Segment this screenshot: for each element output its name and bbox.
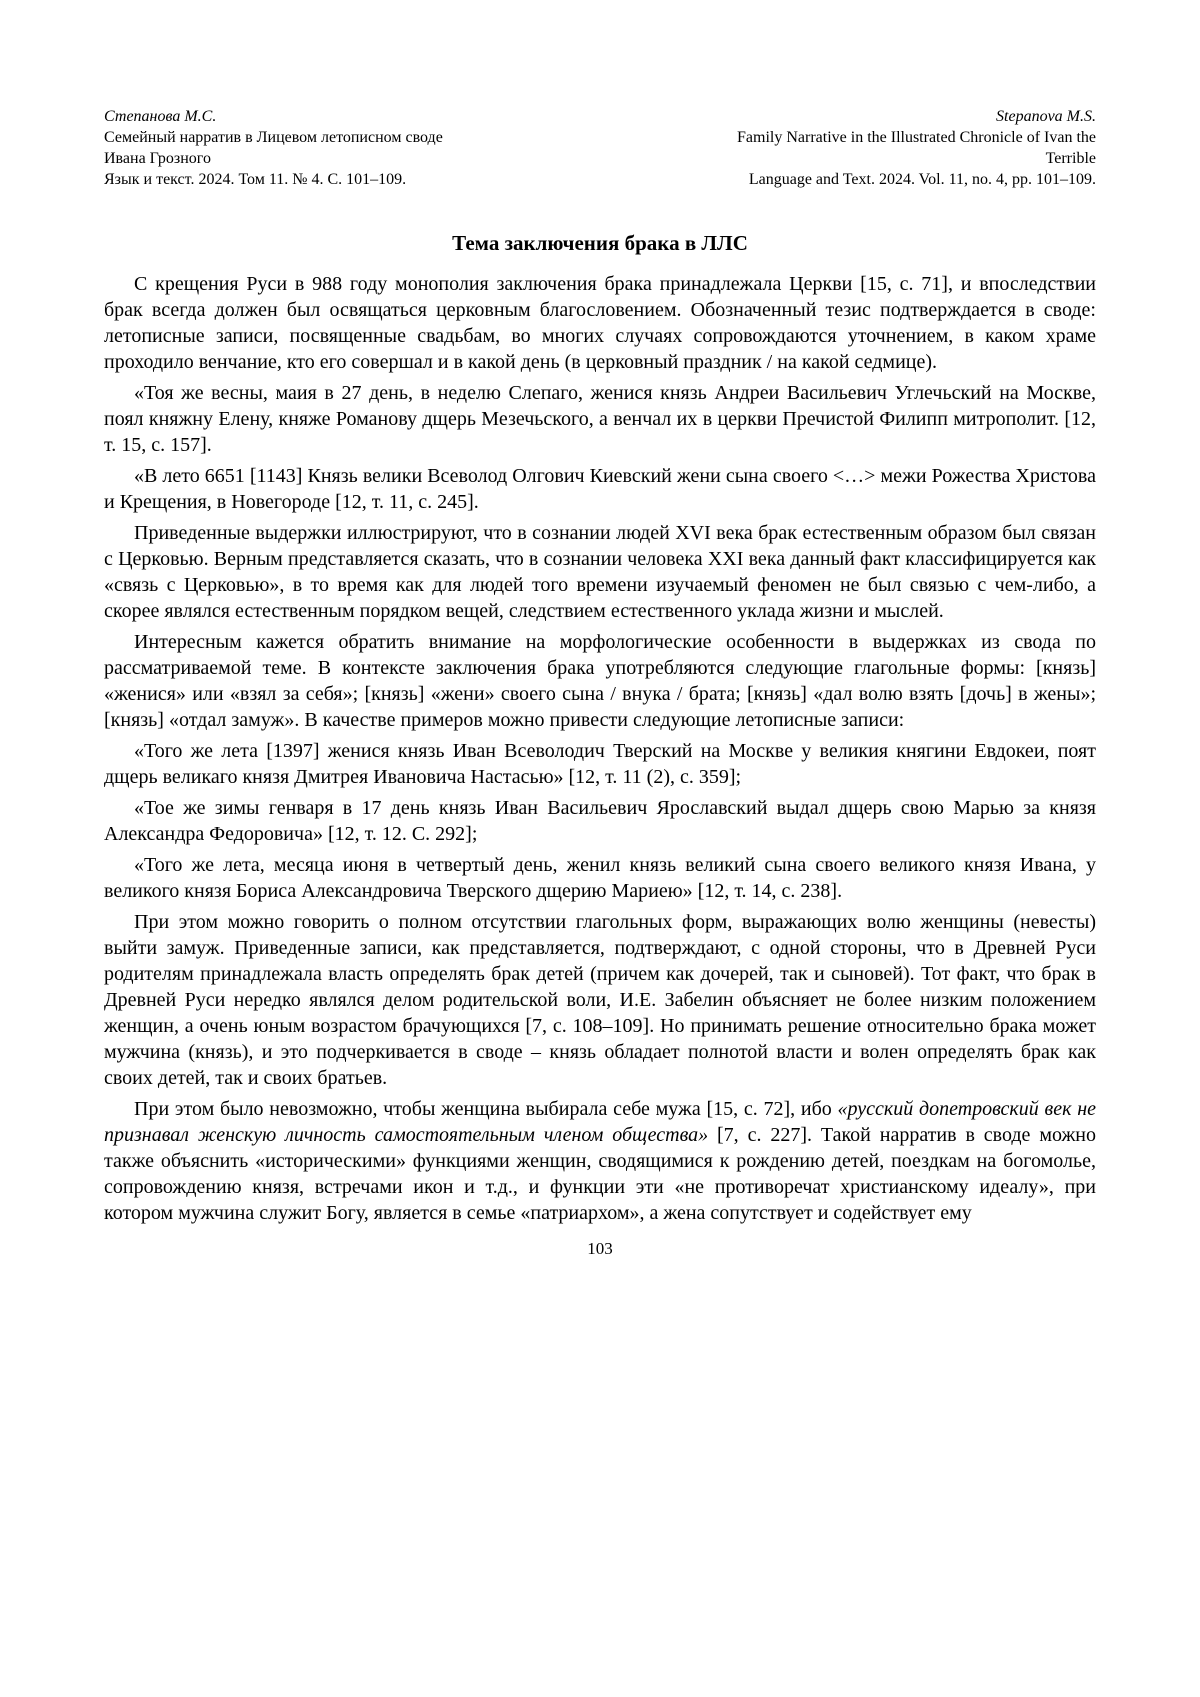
page-number: 103 [587,1239,613,1258]
header-right-column [737,106,1096,190]
paragraph-5: Интересным кажется обратить внимание на морфологические особенности в выдержках из свода по рассматриваемой теме. В контексте заключения брака употребляются следующие глагольные формы: [князь] «женися» или «взял за себя»; [князь] «жени» своего сына / внука / брата; [князь] «дал волю взять [дочь] в жены»; [князь] «отдал замуж». В качестве примеров можно привести следующие летописные записи: [104,631,1096,731]
paragraph-10-text-before: При этом было невозможно, чтобы женщина выбирала себе мужа [15, с. 72], ибо [134,1098,838,1120]
paragraph-9: При этом можно говорить о полном отсутствии глагольных форм, выражающих волю женщины (невесты) выйти замуж. Приведенные записи, как представляется, подтверждают, с одной стороны, что в Древней Руси родителям принадлежала власть определять брак детей (причем как дочерей, так и сыновей). Тот факт, что брак в Древней Руси нередко являлся делом родительской воли, И.Е. Забелин объясняет не более низким положением женщин, а очень юным возрастом брачующихся [7, с. 108–109]. Но принимать решение относительно брака может мужчина (князь), и это подчеркивается в своде – князь обладает полнотой власти и волен определять брак как своих детей, так и своих братьев. [104,911,1096,1089]
article-title-en-line1: Family Narrative in the Illustrated Chronicle of Ivan the [737,129,1096,146]
article-title-en-line2: Terrible [1045,150,1096,167]
paragraph-1: С крещения Руси в 988 году монополия заключения брака принадлежала Церкви [15, с. 71], и впоследствии брак всегда должен был освящаться церковным благословением. Обозначенный тезис подтверждается в своде: летописные записи, посвященные свадьбам, во многих случаях сопровождаются уточнением, в каком храме проходило венчание, кто его совершал и в какой день (в церковный праздник / на какой седмице). [104,273,1096,373]
paragraph-3-quote: «В лето 6651 [1143] Князь велики Всеволод Олгович Киевский жени сына своего <…> межи Рожества Христова и Крещения, в Новегороде [12, т. 11, с. 245]. [104,465,1096,513]
article-title-ru-line1: Семейный нарратив в Лицевом летописном своде [104,129,443,146]
section-title: Тема заключения брака в ЛЛС [452,231,748,255]
article-title-ru-line2: Ивана Грозного [104,150,211,167]
running-header [104,106,1096,190]
header-left-column [104,106,443,190]
author-name-ru: Степанова М.С. [104,108,217,125]
citation-en: Language and Text. 2024. Vol. 11, no. 4, pp. 101–109. [748,171,1096,188]
paragraph-4: Приведенные выдержки иллюстрируют, что в сознании людей XVI века брак естественным образом был связан с Церковью. Верным представляется сказать, что в сознании человека XXI века данный факт классифицируется как «связь с Церковью», в то время как для людей того времени изучаемый феномен не был связью с чем-либо, а скорее являлся естественным порядком вещей, следствием естественного уклада жизни и мыслей. [104,522,1096,622]
paragraph-7-quote: «Тое же зимы генваря в 17 день князь Иван Васильевич Ярославский выдал дщерь свою Марью за князя Александра Федоровича» [12, т. 12. С. 292]; [104,797,1096,845]
citation-ru: Язык и текст. 2024. Том 11. № 4. С. 101–109. [104,171,407,188]
paragraph-10-text-after: [7, с. 227]. Такой нарратив в своде можно также объяснить «историческими» функциями женщин, сводящимися к рождению детей, поездкам на богомолье, сопровождению князя, встречами икон и т.д., и функции эти «не противоречат христианскому идеалу», при котором мужчина служит Богу, является в семье «патриархом», а жена сопутствует и содействует ему [104,1124,1096,1224]
paragraph-6-quote: «Того же лета [1397] женися князь Иван Всеволодич Тверский на Москве у великия княгини Евдокеи, поят дщерь великаго князя Дмитрея Ивановича Настасью» [12, т. 11 (2), с. 359]; [104,740,1096,788]
paragraph-10-italic-quote: «русский допетровский век не признавал женскую личность самостоятельным членом общества» [104,1098,1096,1146]
paragraph-10 [104,1096,1096,1226]
author-name-en: Stepanova M.S. [996,108,1096,125]
paragraph-8-quote: «Того же лета, месяца июня в четвертый день, женил князь великий сына своего великого князя Ивана, у великого князя Бориса Александровича Тверского дщерию Мариею» [12, т. 14, с. 238]. [104,854,1096,902]
paragraph-2-quote: «Тоя же весны, маия в 27 день, в неделю Слепаго, женися князь Андреи Васильевич Углечьский на Москве, поял княжну Елену, княже Романову дщерь Мезечьского, а венчал их в церкви Пречистой Филипп митрополит. [12, т. 15, с. 157]. [104,382,1096,456]
article-body [104,271,1096,1226]
